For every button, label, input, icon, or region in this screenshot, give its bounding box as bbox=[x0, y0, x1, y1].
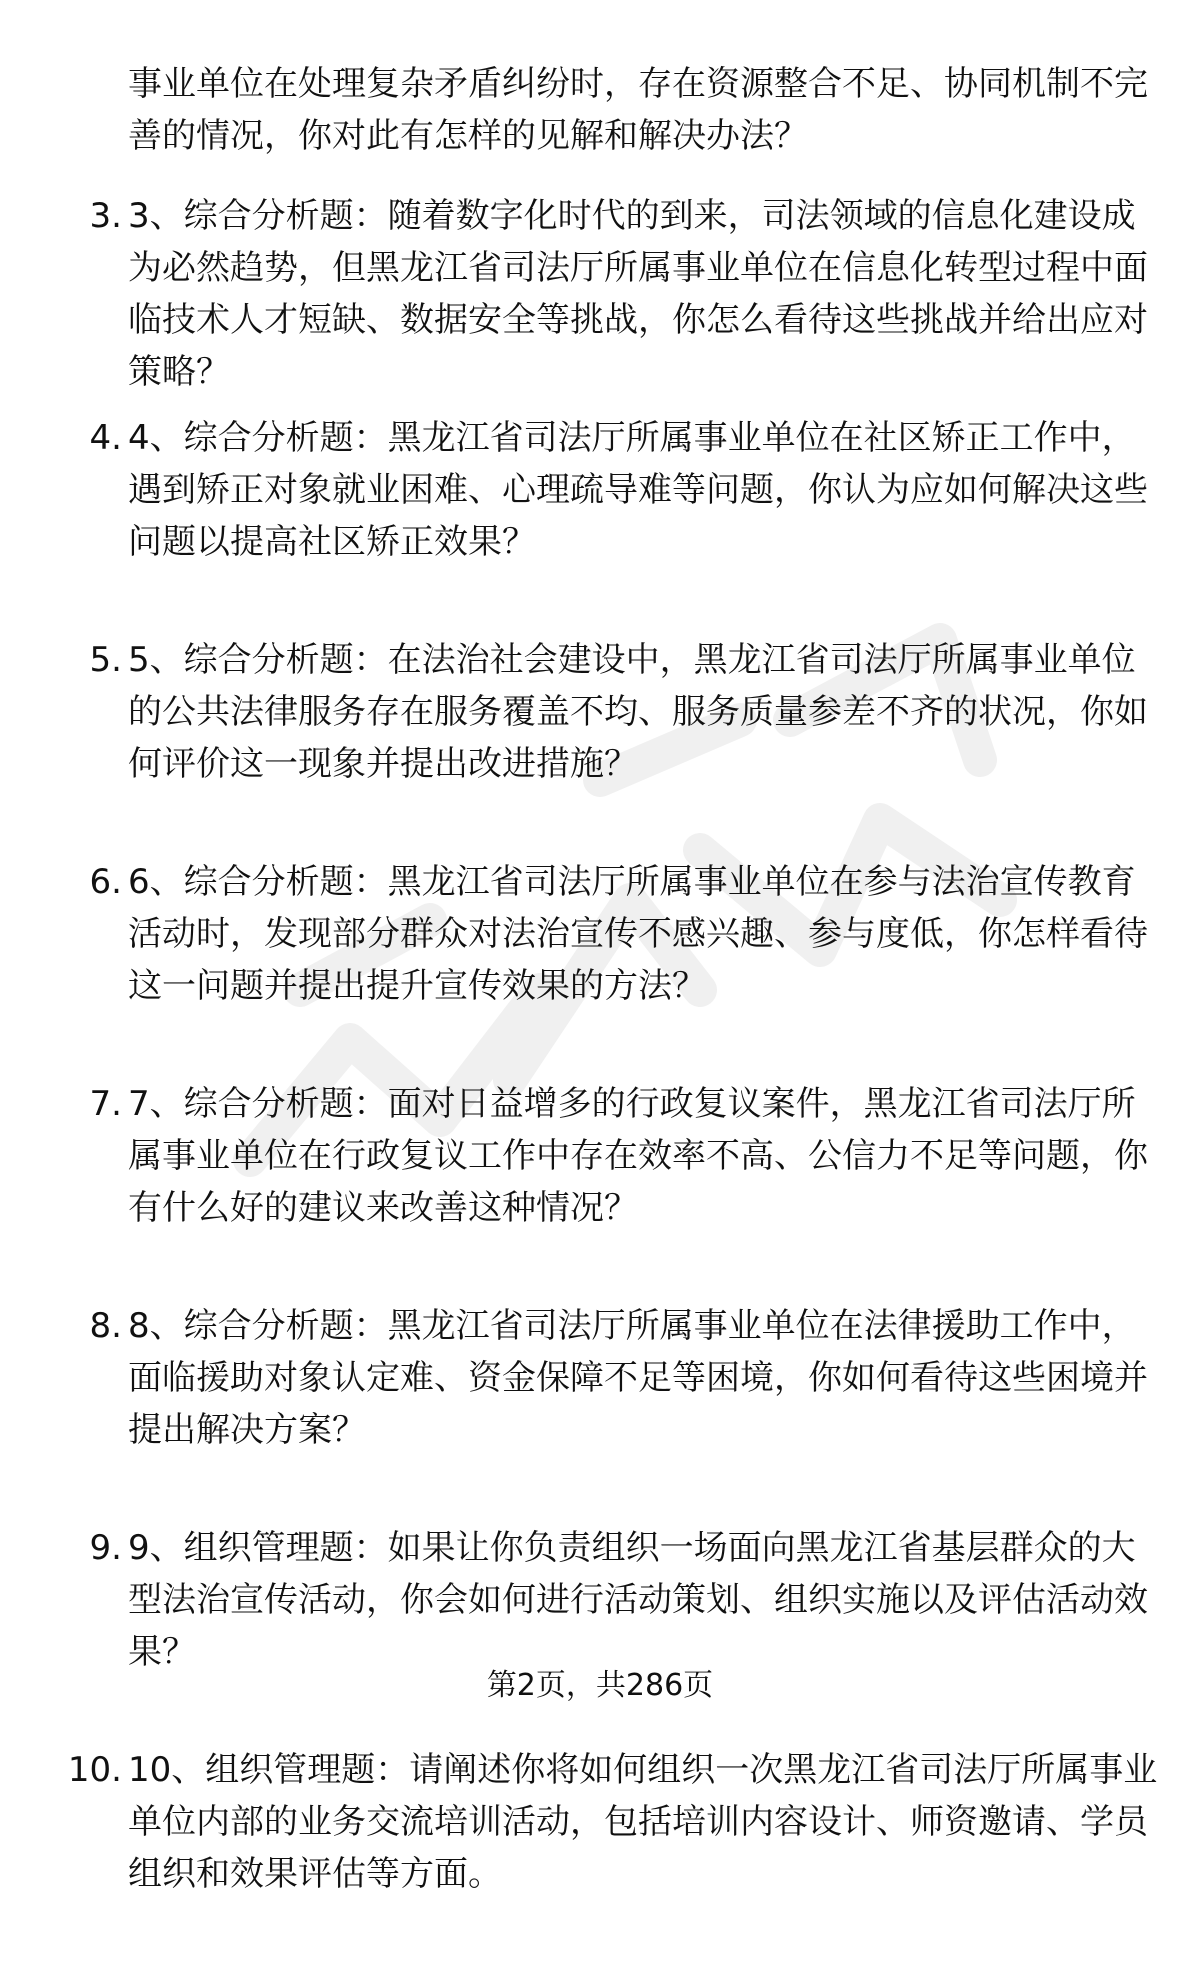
list-item bbox=[0, 1744, 1200, 1900]
item-text: 7、综合分析题：面对日益增多的行政复议案件，黑龙江省司法厅所属事业单位在行政复议工作中存在效率不高、公信力不足等问题，你有什么好的建议来改善这种情况？ bbox=[128, 1084, 1148, 1228]
item-number: 3. bbox=[89, 196, 122, 236]
list-item bbox=[0, 634, 1200, 790]
item-number: 6. bbox=[89, 862, 122, 902]
item-number: 9. bbox=[89, 1528, 122, 1568]
item-number: 10. bbox=[67, 1750, 122, 1790]
list-item bbox=[0, 1522, 1200, 1678]
continuation-paragraph: 事业单位在处理复杂矛盾纠纷时，存在资源整合不足、协同机制不完善的情况，你对此有怎样的见解和解决办法？ bbox=[128, 64, 1148, 156]
item-text: 3、综合分析题：随着数字化时代的到来，司法领域的信息化建设成为必然趋势，但黑龙江省司法厅所属事业单位在信息化转型过程中面临技术人才短缺、数据安全等挑战，你怎么看待这些挑战并给出应对策略？ bbox=[128, 196, 1148, 392]
item-number: 7. bbox=[89, 1084, 122, 1124]
item-text: 9、组织管理题：如果让你负责组织一场面向黑龙江省基层群众的大型法治宣传活动，你会如何进行活动策划、组织实施以及评估活动效果？ bbox=[128, 1528, 1148, 1672]
item-text: 8、综合分析题：黑龙江省司法厅所属事业单位在法律援助工作中，面临援助对象认定难、资金保障不足等困境，你如何看待这些困境并提出解决方案？ bbox=[128, 1306, 1148, 1450]
list-item bbox=[0, 856, 1200, 1012]
list-item bbox=[0, 1300, 1200, 1456]
list-item bbox=[0, 190, 1200, 392]
page-footer: 第2页，共286页 bbox=[486, 1668, 714, 1703]
item-text: 5、综合分析题：在法治社会建设中，黑龙江省司法厅所属事业单位的公共法律服务存在服务覆盖不均、服务质量参差不齐的状况，你如何评价这一现象并提出改进措施？ bbox=[128, 640, 1148, 784]
item-number: 8. bbox=[89, 1306, 122, 1346]
item-text: 10、组织管理题：请阐述你将如何组织一次黑龙江省司法厅所属事业单位内部的业务交流培训活动，包括培训内容设计、师资邀请、学员组织和效果评估等方面。 bbox=[128, 1750, 1158, 1894]
list-item bbox=[0, 1078, 1200, 1234]
item-text: 4、综合分析题：黑龙江省司法厅所属事业单位在社区矫正工作中，遇到矫正对象就业困难、心理疏导难等问题，你认为应如何解决这些问题以提高社区矫正效果？ bbox=[128, 418, 1148, 562]
list-item bbox=[0, 412, 1200, 568]
item-number: 5. bbox=[89, 640, 122, 680]
item-number: 4. bbox=[89, 418, 122, 458]
item-text: 6、综合分析题：黑龙江省司法厅所属事业单位在参与法治宣传教育活动时，发现部分群众对法治宣传不感兴趣、参与度低，你怎样看待这一问题并提出提升宣传效果的方法？ bbox=[128, 862, 1148, 1006]
